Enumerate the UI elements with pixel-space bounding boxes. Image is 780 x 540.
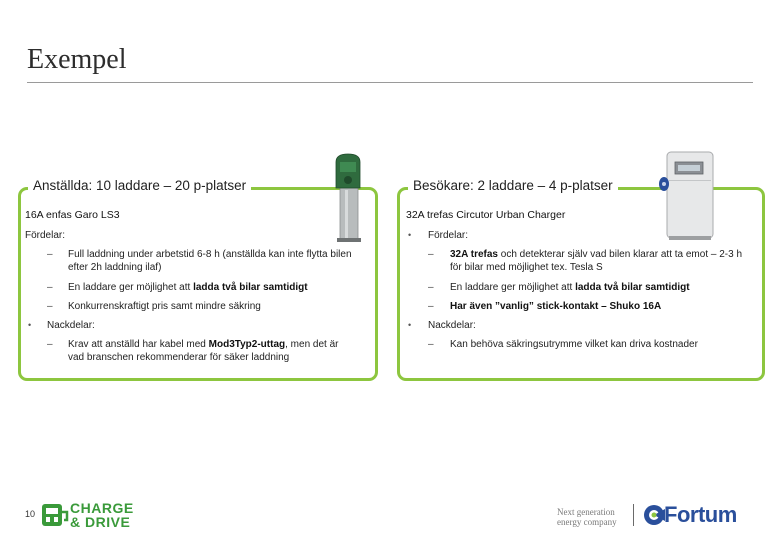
right-pros-label: Fördelar: — [428, 230, 469, 241]
left-pro-dash-1: – — [47, 249, 53, 260]
visitors-heading: Besökare: 2 laddare – 4 p-platser — [408, 177, 618, 195]
right-pros-bullet: • — [408, 230, 412, 240]
left-cons-bullet: • — [28, 320, 32, 330]
right-pro-dash-2: – — [428, 282, 434, 293]
left-pro-1-line2: efter 2h laddning ilaf) — [68, 262, 162, 273]
employees-heading: Anställda: 10 laddare – 20 p-platser — [28, 177, 251, 195]
tagline-line2: energy company — [557, 517, 617, 527]
charge-drive-logo-line2: & DRIVE — [70, 514, 131, 530]
right-pro-dash-3: – — [428, 301, 434, 312]
slide-title: Exempel — [27, 44, 127, 75]
right-pro-dash-1: – — [428, 249, 434, 260]
page-number: 10 — [25, 509, 36, 519]
right-pro-1-line2: för bilar med möjlighet tex. Tesla S — [450, 262, 603, 273]
left-pro-dash-2: – — [47, 282, 53, 293]
charge-drive-logo-line1: CHARGE — [70, 500, 134, 516]
right-con-dash-1: – — [428, 339, 434, 350]
left-pro-2: En laddare ger möjlighet att ladda två bilar samtidigt — [68, 282, 308, 293]
left-pros-label: Fördelar: — [25, 230, 66, 241]
charge-drive-plug-icon — [40, 500, 70, 530]
left-con-1-line1: Krav att anställd har kabel med Mod3Typ2-uttag, men det är — [68, 339, 339, 350]
fortum-logo-text: Fortum — [664, 502, 737, 527]
left-product-name: 16A enfas Garo LS3 — [25, 209, 120, 221]
left-cons-label: Nackdelar: — [47, 320, 95, 331]
garo-charger-image — [328, 150, 368, 246]
fortum-logo-icon — [643, 503, 665, 527]
right-cons-bullet: • — [408, 320, 412, 330]
left-pro-3: Konkurrenskraftigt pris samt mindre säkring — [68, 301, 261, 312]
left-con-1-line2: vad branschen rekommenderar för säker laddning — [68, 352, 290, 363]
tagline-line1: Next generation — [557, 507, 615, 517]
left-pro-dash-3: – — [47, 301, 53, 312]
right-con-1: Kan behöva säkringsutrymme vilket kan driva kostnader — [450, 339, 698, 350]
right-product-name: 32A trefas Circutor Urban Charger — [406, 209, 566, 221]
right-pro-1-line1: 32A trefas och detekterar själv vad bilen klarar att ta emot – 2-3 h — [450, 249, 743, 260]
left-pro-1-line1: Full laddning under arbetstid 6-8 h (anställda kan inte flytta bilen — [68, 249, 352, 260]
right-cons-label: Nackdelar: — [428, 320, 476, 331]
circutor-charger-image — [655, 150, 719, 242]
right-pro-3: Har även ”vanlig” stick-kontakt – Shuko 16A — [450, 301, 662, 312]
right-pro-2: En laddare ger möjlighet att ladda två bilar samtidigt — [450, 282, 690, 293]
title-divider — [27, 82, 753, 83]
left-con-dash-1: – — [47, 339, 53, 350]
footer-separator — [633, 504, 634, 526]
